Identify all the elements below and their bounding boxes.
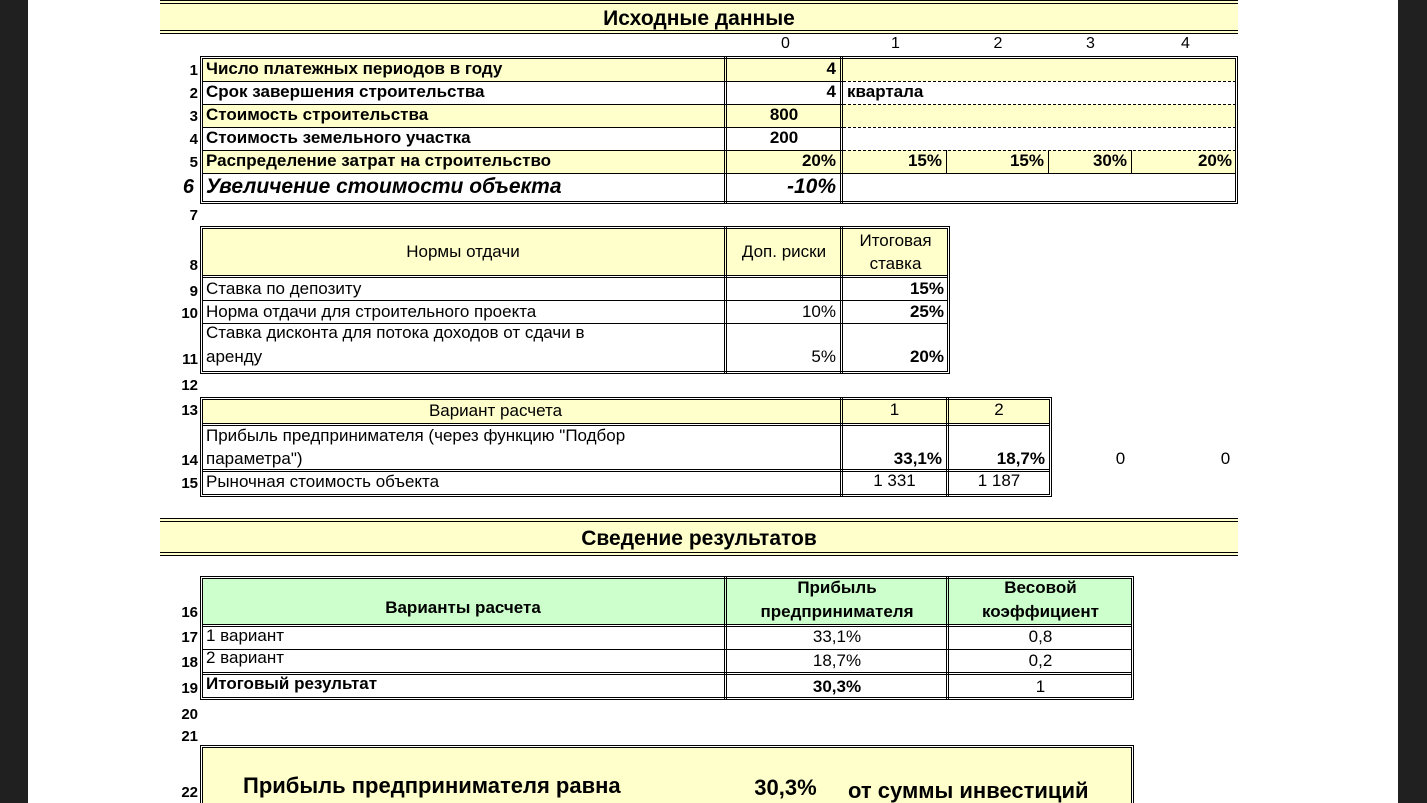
label-land-cost: Стоимость земельного участка	[206, 128, 471, 147]
total-deposit-rate[interactable]: 15%	[909, 279, 944, 298]
label-entrepreneur-profit: параметра")	[206, 449, 303, 468]
row-number: 4	[189, 131, 198, 148]
summary-row-label: 2 вариант	[206, 648, 285, 667]
distribution-value[interactable]: 30%	[1092, 151, 1127, 170]
variant-1-head: 1	[889, 400, 900, 419]
value-construction-cost[interactable]: 800	[769, 105, 799, 124]
label-construction-return: Норма отдачи для строительного проекта	[206, 302, 537, 321]
value-construction-term[interactable]: 4	[826, 82, 836, 101]
value-value-increase[interactable]: -10%	[786, 175, 836, 198]
distribution-value[interactable]: 20%	[1197, 151, 1232, 170]
col-number: 1	[891, 35, 900, 52]
final-text-2: от суммы инвестиций	[848, 778, 1089, 803]
row-number: 16	[181, 604, 198, 621]
summary-row-profit[interactable]: 33,1%	[812, 627, 862, 646]
label-construction-term: Срок завершения строительства	[206, 82, 485, 101]
extra-value: 0	[1220, 449, 1231, 468]
summary-head-weight: коэффициент	[982, 602, 1099, 621]
extra-value: 0	[1115, 449, 1126, 468]
summary-head-name: Варианты расчета	[385, 598, 541, 617]
distribution-value[interactable]: 20%	[801, 151, 836, 170]
summary-head-profit: предпринимателя	[760, 602, 914, 621]
market-value-variant-2[interactable]: 1 187	[977, 471, 1021, 490]
final-value[interactable]: 30,3%	[754, 775, 817, 800]
row-number: 12	[181, 377, 198, 394]
summary-total-weight[interactable]: 1	[1035, 677, 1046, 696]
row-number: 2	[189, 85, 198, 102]
rates-head-total: ставка	[869, 254, 922, 273]
row-number: 6	[182, 176, 194, 198]
spreadsheet-page	[28, 0, 1398, 803]
col-number: 2	[993, 35, 1003, 52]
summary-row-weight[interactable]: 0,8	[1028, 627, 1053, 646]
total-construction-return[interactable]: 25%	[909, 302, 944, 321]
risk-discount-rate[interactable]: 5%	[811, 347, 836, 366]
header-initial-data: Исходные данные	[160, 0, 1238, 34]
unit-quarters: квартала	[847, 82, 924, 101]
header-results-summary: Сведение результатов	[160, 518, 1238, 556]
profit-variant-2[interactable]: 18,7%	[996, 449, 1045, 468]
row-number: 7	[189, 207, 198, 224]
row-number: 15	[181, 475, 198, 492]
market-value-variant-1[interactable]: 1 331	[873, 471, 916, 490]
row-number: 5	[189, 154, 198, 171]
label-cost-distribution: Распределение затрат на строительство	[206, 151, 552, 170]
label-market-value: Рыночная стоимость объекта	[206, 472, 440, 491]
row-number: 1	[189, 62, 198, 79]
row-number: 3	[189, 108, 198, 125]
distribution-value[interactable]: 15%	[1009, 151, 1044, 170]
summary-head-weight: Весовой	[1004, 578, 1077, 597]
value-land-cost[interactable]: 200	[769, 128, 799, 147]
rates-head-name: Нормы отдачи	[406, 242, 520, 261]
col-number: 0	[781, 35, 790, 52]
final-text-1: Прибыль предпринимателя равна	[243, 773, 621, 798]
row-number: 17	[181, 629, 198, 646]
summary-row-profit[interactable]: 18,7%	[812, 651, 862, 670]
profit-variant-1[interactable]: 33,1%	[893, 449, 942, 468]
variant-head: Вариант расчета	[428, 401, 563, 420]
row-number: 20	[181, 706, 198, 723]
row-number: 19	[181, 680, 198, 697]
rates-head-total: Итоговая	[859, 231, 932, 250]
distribution-value[interactable]: 15%	[907, 151, 942, 170]
row-number: 9	[189, 283, 198, 300]
total-discount-rate[interactable]: 20%	[909, 347, 944, 366]
summary-row-weight[interactable]: 0,2	[1028, 651, 1053, 670]
risk-construction-return[interactable]: 10%	[801, 302, 836, 321]
label-deposit-rate: Ставка по депозиту	[206, 279, 362, 298]
summary-total-profit[interactable]: 30,3%	[812, 677, 862, 696]
row-number: 13	[181, 402, 198, 419]
rates-head-risk: Доп. риски	[741, 242, 827, 261]
row-number: 22	[181, 784, 198, 801]
label-entrepreneur-profit: Прибыль предпринимателя (через функцию "Подбор	[206, 426, 626, 445]
summary-head-profit: Прибыль	[797, 578, 877, 597]
col-number: 4	[1181, 35, 1190, 52]
row-number: 18	[181, 654, 198, 671]
label-payment-periods: Число платежных периодов в году	[206, 59, 503, 78]
row-number: 14	[181, 452, 198, 469]
row-number: 8	[189, 257, 198, 274]
label-discount-rate: Ставка дисконта для потока доходов от сдачи в	[206, 323, 585, 342]
label-discount-rate: аренду	[206, 347, 263, 366]
row-number: 21	[181, 728, 198, 745]
summary-total-label: Итоговый результат	[206, 674, 378, 693]
row-number: 11	[182, 351, 198, 368]
variant-2-head: 2	[994, 400, 1004, 419]
label-construction-cost: Стоимость строительства	[206, 105, 429, 124]
value-payment-periods[interactable]: 4	[826, 59, 836, 78]
summary-row-label: 1 вариант	[206, 626, 285, 645]
row-number: 10	[181, 305, 198, 322]
col-number: 3	[1086, 35, 1095, 52]
label-value-increase: Увеличение стоимости объекта	[206, 175, 562, 198]
